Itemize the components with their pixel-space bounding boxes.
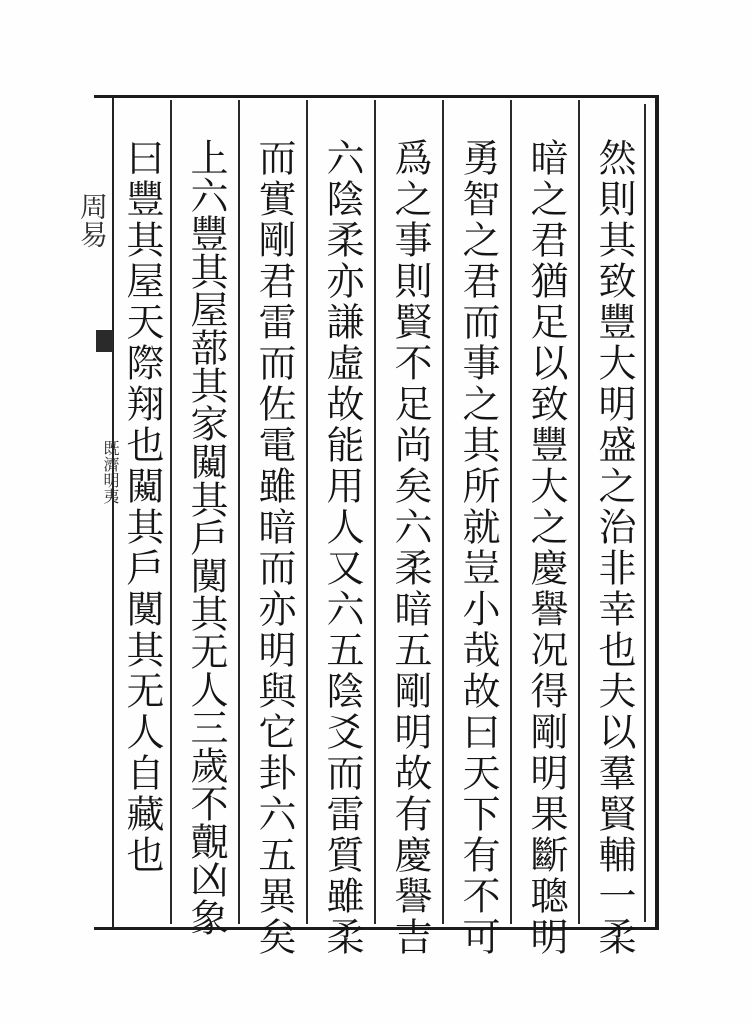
margin-book-title: 周易 (76, 192, 109, 248)
text-column-5: 六陰柔亦謙虛故能用人又六五陰爻而雷質雖柔 (320, 138, 364, 958)
column-divider (238, 100, 240, 924)
column-divider (510, 100, 512, 924)
text-column-1: 然則其致豐大明盛之治非幸也夫以羣賢輔一柔 (592, 138, 636, 958)
text-column-2: 暗之君猶足以致豐大之慶譽况得剛明果斷聰明 (524, 138, 568, 958)
text-column-7: 上六豐其屋蔀其家闚其戶闃其无人三歲不覿凶象 (184, 138, 228, 936)
text-column-4: 爲之事則賢不足尚矣六柔暗五剛明故有慶譽吉 (388, 138, 432, 958)
margin-chapter-label: 既濟明夷 (101, 440, 120, 504)
frame-inner-border (644, 104, 646, 922)
text-column-6: 而實剛君雷而佐電雖暗而亦明與它卦六五異矣 (252, 138, 296, 958)
column-divider (578, 100, 580, 924)
column-divider (442, 100, 444, 924)
column-divider (374, 100, 376, 924)
text-column-3: 勇智之君而事之其所就豈小哉故曰天下有不可 (456, 138, 500, 958)
column-divider (306, 100, 308, 924)
text-column-8: 曰豐其屋天際翔也闚其戶闃其无人自藏也 (120, 138, 164, 876)
column-divider (170, 100, 172, 924)
fish-tail-mark (96, 330, 113, 352)
